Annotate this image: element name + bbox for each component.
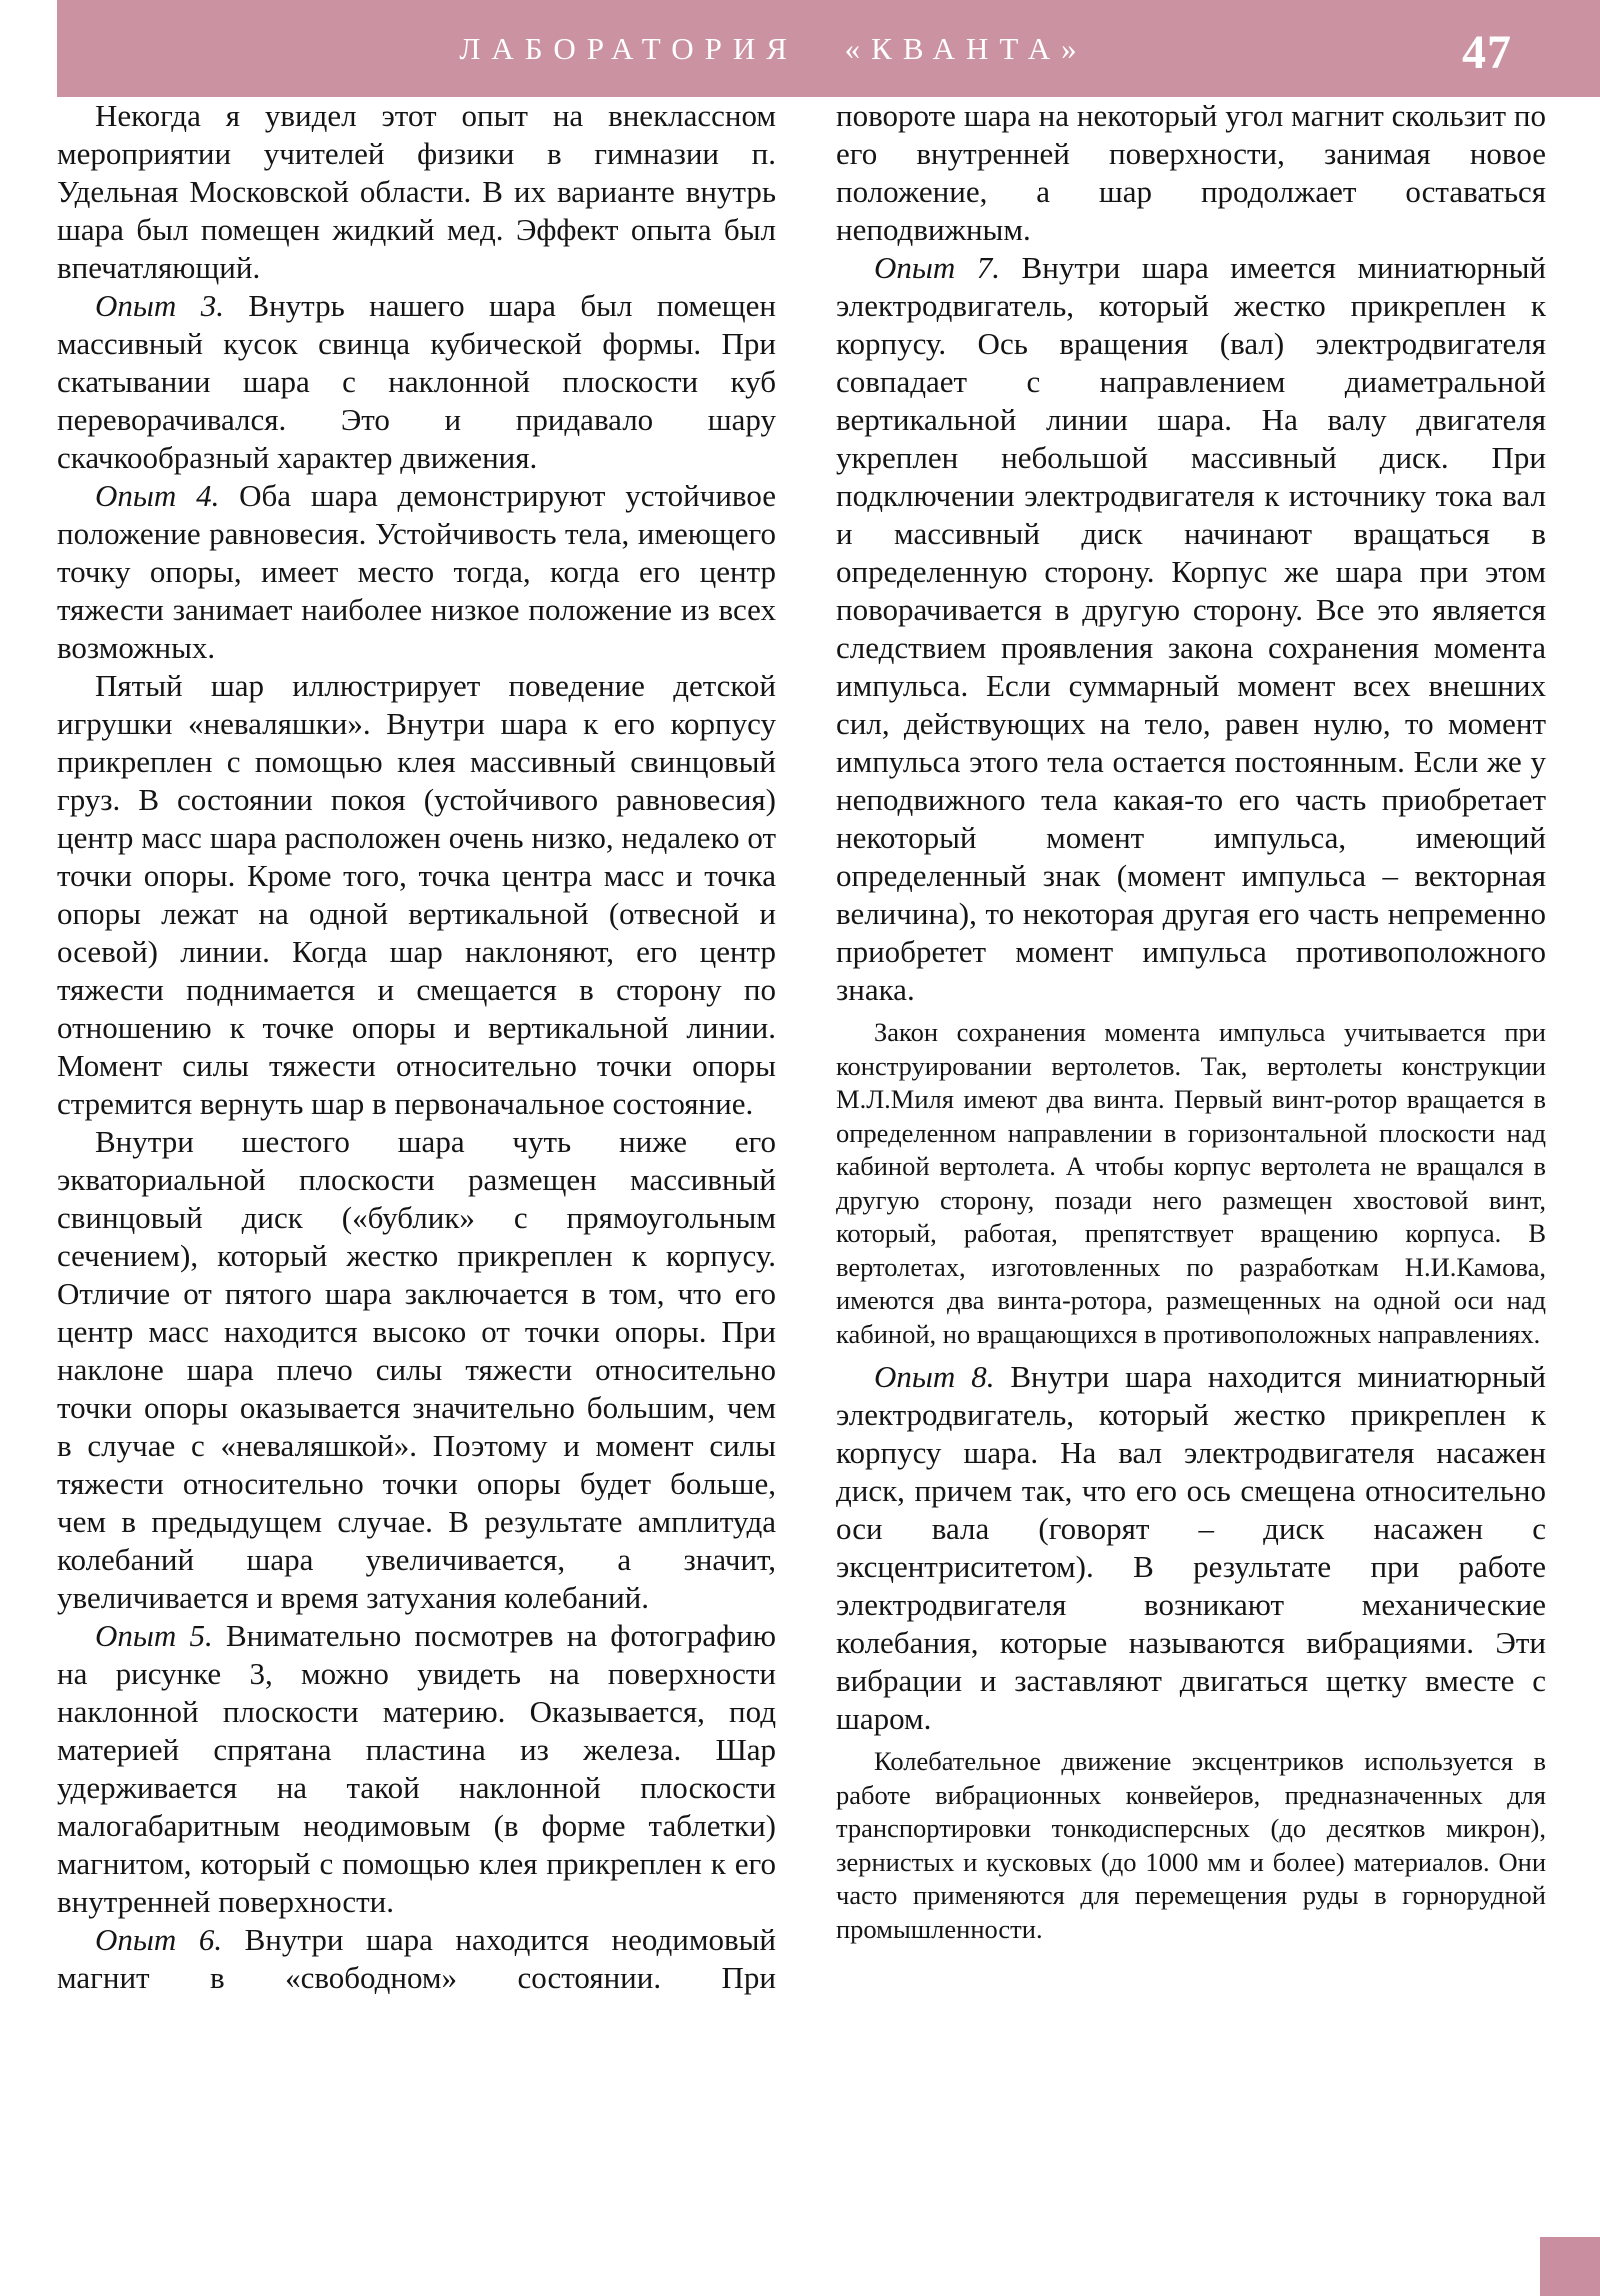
- paragraph-text: повороте шара на некоторый угол магнит скользит по его внутренней поверхности, занимая новое положение, а шар продолжает оставаться неподвижным.: [836, 98, 1546, 247]
- experiment-label: Опыт 5.: [95, 1618, 213, 1653]
- paragraph: [836, 97, 1546, 249]
- paragraph-text: Внутри шара имеется миниатюрный электродвигатель, который жестко прикреплен к корпусу. Ось вращения (вал) электродвигателя совпадает с направлением диаметральной вертикальной линии шара. На валу двигателя укреплен небольшой массивный диск. При подключении электродвигателя к источнику тока вал и массивный диск начинают вращаться в определенную сторону. Корпус же шара при этом поворачивается в другую сторону. Все это является следствием проявления закона сохранения момента импульса. Если суммарный момент всех внешних сил, действующих на тело, равен нулю, то момент импульса этого тела остается постоянным. Если же у неподвижного тела какая-то его часть приобретает некоторый момент импульса, имеющий определенный знак (момент импульса – векторная величина), то некоторая другая его часть непременно приобретет момент импульса противоположного знака.: [836, 250, 1546, 1007]
- header-band: [57, 0, 1600, 97]
- paragraph-text: Внутри шара находится неодимовый магнит в «свободном» состоянии. При: [57, 1922, 776, 1995]
- note-paragraph: [836, 1745, 1546, 1946]
- paragraph-text: Пятый шар иллюстрирует поведение детской игрушки «неваляшки». Внутри шара к его корпусу прикреплен с помощью клея массивный свинцовый груз. В состоянии покоя (устойчивого равновесия) центр масс шара расположен очень низко, недалеко от точки опоры. Кроме того, точка центра масс и точка опоры лежат на одной вертикальной (отвесной и осевой) линии. Когда шар наклоняют, его центр тяжести поднимается и смещается в сторону по отношению к точке опоры и вертикальной линии. Момент силы тяжести относительно точки опоры стремится вернуть шар в первоначальное состояние.: [57, 668, 776, 1121]
- right-column: [836, 97, 1546, 1953]
- paragraph-text: Некогда я увидел этот опыт на внеклассном мероприятии учителей физики в гимназии п. Удельная Московской области. В их варианте внутрь шара был помещен жидкий мед. Эффект опыта был впечатляющий.: [57, 98, 776, 285]
- paragraph-text: Колебательное движение эксцентриков используется в работе вибрационных конвейеров, предназначенных для транспортировки тонкодисперсных (до десятков микрон), зернистых и кусковых (до 1000 мм и более) материалов. Они часто применяются для перемещения руды в горнорудной промышленности.: [836, 1746, 1546, 1944]
- paragraph-text: Внутри шара находится миниатюрный электродвигатель, который жестко прикреплен к корпусу шара. На вал электродвигателя насажен диск, причем так, что его ось смещена относительно оси вала (говорят – диск насажен с эксцентриситетом). В результате при работе электродвигателя возникают механические колебания, которые называются вибрациями. Эти вибрации и заставляют двигаться щетку вместе с шаром.: [836, 1359, 1546, 1736]
- experiment-label: Опыт 4.: [95, 478, 220, 513]
- paragraph: [57, 1123, 776, 1617]
- paragraph: [57, 477, 776, 667]
- paragraph: [57, 1617, 776, 1921]
- note-paragraph: [836, 1016, 1546, 1351]
- experiment-label: Опыт 6.: [95, 1922, 223, 1957]
- paragraph-text: Внутрь нашего шара был помещен массивный кусок свинца кубической формы. При скатывании шара с наклонной плоскости куб переворачивался. Это и придавало шару скачкообразный характер движения.: [57, 288, 776, 475]
- page-title: ЛАБОРАТОРИЯ «КВАНТА»: [459, 30, 1088, 66]
- corner-mark: [1540, 2237, 1600, 2296]
- paragraph-text: Внимательно посмотрев на фотографию на рисунке 3, можно увидеть на поверхности наклонной плоскости материю. Оказывается, под материей спрятана пластина из железа. Шар удерживается на такой наклонной плоскости малогабаритным неодимовым (в форме таблетки) магнитом, который с помощью клея прикреплен к его внутренней поверхности.: [57, 1618, 776, 1919]
- page-number: 47: [1462, 25, 1512, 79]
- experiment-label: Опыт 3.: [95, 288, 224, 323]
- paragraph-text: Оба шара демонстрируют устойчивое положение равновесия. Устойчивость тела, имеющего точку опоры, имеет место тогда, когда его центр тяжести занимает наиболее низкое положение из всех возможных.: [57, 478, 776, 665]
- paragraph-text: Внутри шестого шара чуть ниже его экваториальной плоскости размещен массивный свинцовый диск («бублик» с прямоугольным сечением), который жестко прикреплен к корпусу. Отличие от пятого шара заключается в том, что его центр масс находится высоко от точки опоры. При наклоне шара плечо силы тяжести относительно точки опоры оказывается значительно большим, чем в случае с «неваляшкой». Поэтому и момент силы тяжести относительно точки опоры будет больше, чем в предыдущем случае. В результате амплитуда колебаний шара увеличивается, а значит, увеличивается и время затухания колебаний.: [57, 1124, 776, 1615]
- paragraph: [836, 1358, 1546, 1738]
- experiment-label: Опыт 8.: [874, 1359, 995, 1394]
- left-column: [57, 97, 776, 1997]
- experiment-label: Опыт 7.: [874, 250, 1001, 285]
- paragraph: [57, 287, 776, 477]
- paragraph: [57, 667, 776, 1123]
- paragraph: [57, 97, 776, 287]
- paragraph: [836, 249, 1546, 1009]
- paragraph: [57, 1921, 776, 1997]
- paragraph-text: Закон сохранения момента импульса учитывается при конструировании вертолетов. Так, вертолеты конструкции М.Л.Миля имеют два винта. Первый винт-ротор вращается в определенном направлении в горизонтальной плоскости над кабиной вертолета. А чтобы корпус вертолета не вращался в другую сторону, позади него размещен хвостовой винт, который, работая, препятствует вращению корпуса. В вертолетах, изготовленных по разработкам Н.И.Камова, имеются два винта-ротора, размещенных на одной оси над кабиной, но вращающихся в противоположных направлениях.: [836, 1017, 1546, 1349]
